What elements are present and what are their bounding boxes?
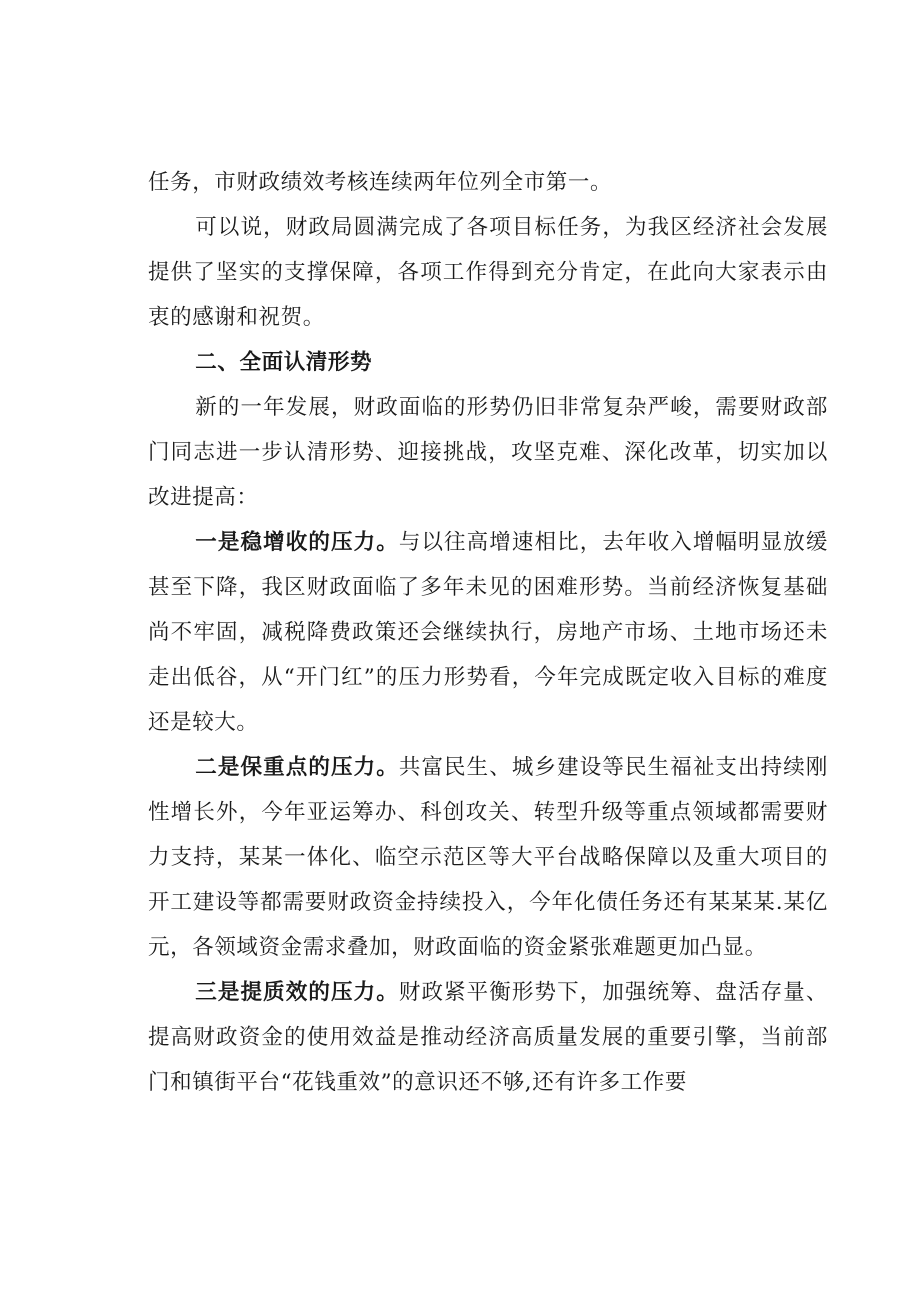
paragraph-pressure-efficiency [148,970,828,1105]
section-heading: 二、全面认清形势 [195,350,373,375]
paragraph-continuation: 任务，市财政绩效考核连续两年位列全市第一。 [148,170,613,195]
document-body [148,160,828,1105]
pressure-lead: 三是提质效的压力。 [195,980,399,1005]
pressure-text: 与以往高增速相比，去年收入增幅明显放缓甚至下降，我区财政面临了多年未见的困难形势。当前经济恢复基础尚不牢固，减税降费政策还会继续执行，房地产市场、土地市场还未走出低谷，从“开门红”的压力形势看，今年完成既定收入目标的难度还是较大。 [148,530,828,735]
paragraph-summary: 可以说，财政局圆满完成了各项目标任务，为我区经济社会发展提供了坚实的支撑保障，各项工作得到充分肯定，在此向大家表示由衷的感谢和祝贺。 [148,215,828,330]
pressure-lead: 一是稳增收的压力。 [195,530,399,555]
paragraph-pressure-revenue [148,520,828,745]
paragraph-pressure-priorities [148,745,828,970]
pressure-text: 共富民生、城乡建设等民生福祉支出持续刚性增长外，今年亚运筹办、科创攻关、转型升级等重点领域都需要财力支持，某某一体化、临空示范区等大平台战略保障以及重大项目的开工建设等都需要财政资金持续投入，今年化债任务还有某某某.某亿元，各领域资金需求叠加，财政面临的资金紧张难题更加凸显。 [148,755,828,960]
paragraph-intro: 新的一年发展，财政面临的形势仍旧非常复杂严峻，需要财政部门同志进一步认清形势、迎接挑战，攻坚克难、深化改革，切实加以改进提高： [148,395,828,510]
pressure-text: 财政紧平衡形势下，加强统筹、盘活存量、提高财政资金的使用效益是推动经济高质量发展的重要引擎，当前部门和镇街平台“花钱重效”的意识还不够,还有许多工作要 [148,980,828,1095]
pressure-lead: 二是保重点的压力。 [195,755,399,780]
